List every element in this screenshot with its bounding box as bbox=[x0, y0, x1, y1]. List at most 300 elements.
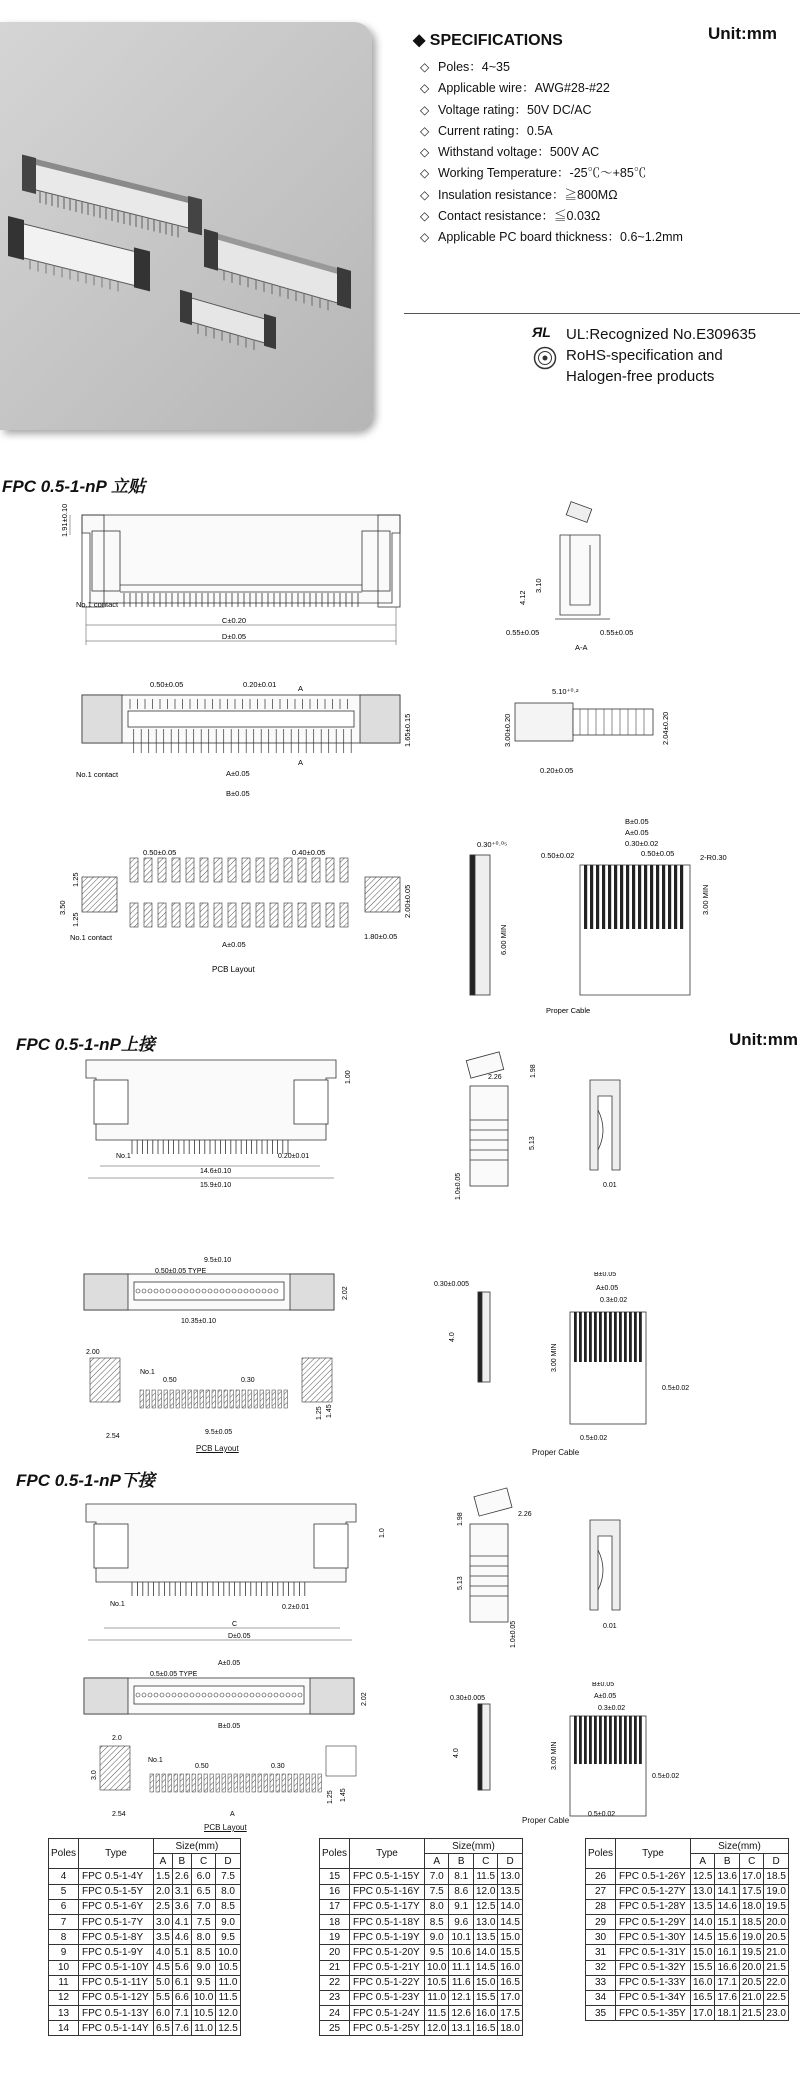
size-b-cell: 17.1 bbox=[715, 1975, 739, 1990]
poles-cell: 7 bbox=[49, 1914, 79, 1929]
poles-cell: 17 bbox=[320, 1899, 350, 1914]
cable-c050b: 0.50±0.05 bbox=[641, 849, 675, 858]
contact-dot bbox=[148, 1693, 152, 1697]
poles-cell: 26 bbox=[586, 1869, 616, 1884]
poles-cell: 9 bbox=[49, 1945, 79, 1960]
contact-dot bbox=[256, 1289, 260, 1293]
cable-c03: 0.3±0.02 bbox=[598, 1705, 626, 1712]
poles-cell: 10 bbox=[49, 1960, 79, 1975]
dim-a-top: A±0.05 bbox=[226, 769, 250, 778]
pcb-pad bbox=[252, 1774, 255, 1792]
type-cell: FPC 0.5-1-32Y bbox=[616, 1960, 691, 1975]
cable-conductor bbox=[619, 1716, 622, 1764]
size-d-cell: 21.0 bbox=[764, 1945, 788, 1960]
pcb-layout-label-3: PCB Layout bbox=[204, 1823, 247, 1832]
poles-cell: 20 bbox=[320, 1945, 350, 1960]
pcb-pad bbox=[254, 1390, 257, 1408]
cable-conductor bbox=[632, 865, 635, 929]
table-row bbox=[320, 1869, 523, 1884]
size-c-cell: 19.5 bbox=[739, 1945, 763, 1960]
size-a-cell: 16.0 bbox=[691, 1975, 715, 1990]
pcb-pad bbox=[144, 903, 152, 927]
cable-conductor bbox=[584, 1312, 587, 1362]
pcb-no1-label: No.1 contact bbox=[70, 933, 113, 942]
size-a-cell: 11.5 bbox=[425, 2006, 449, 2021]
contact-dot bbox=[178, 1289, 182, 1293]
poles-table-3 bbox=[585, 1838, 789, 2021]
poles-cell: 33 bbox=[586, 1975, 616, 1990]
pcb-pad bbox=[164, 1390, 167, 1408]
size-d-cell: 10.5 bbox=[216, 1960, 240, 1975]
contact-dot bbox=[262, 1289, 266, 1293]
size-d-cell: 16.0 bbox=[498, 1960, 522, 1975]
pcb-pad bbox=[236, 1390, 239, 1408]
size-c-cell: 21.5 bbox=[739, 2006, 763, 2021]
poles-cell: 6 bbox=[49, 1899, 79, 1914]
size-b-cell: 12.1 bbox=[449, 1990, 473, 2005]
pcb-a: A bbox=[230, 1811, 235, 1818]
contact-dot bbox=[178, 1693, 182, 1697]
type-cell: FPC 0.5-1-22Y bbox=[350, 1975, 425, 1990]
pcb-pad bbox=[284, 858, 292, 882]
pcb-pad bbox=[176, 1390, 179, 1408]
size-a-cell: 16.5 bbox=[691, 1990, 715, 2005]
contact-dot bbox=[232, 1693, 236, 1697]
spec-heading bbox=[413, 30, 563, 50]
pcb-pitch-050: 0.50±0.05 bbox=[143, 848, 177, 857]
pcb-pad bbox=[170, 1390, 173, 1408]
pcb-pad bbox=[288, 1774, 291, 1792]
contact-dot bbox=[166, 1289, 170, 1293]
contact-dot bbox=[292, 1693, 296, 1697]
size-c-cell: 11.0 bbox=[191, 2021, 215, 2036]
cable-t030: 0.30±0.005 bbox=[450, 1695, 485, 1702]
size-c-cell: 9.0 bbox=[191, 1960, 215, 1975]
contact-dot bbox=[154, 1289, 158, 1293]
header-b: B bbox=[449, 1854, 473, 1869]
type-cell: FPC 0.5-1-27Y bbox=[616, 1884, 691, 1899]
header-divider bbox=[404, 313, 800, 314]
pcb-pad bbox=[246, 1774, 249, 1792]
contact-dot bbox=[262, 1693, 266, 1697]
size-b-cell: 8.1 bbox=[449, 1869, 473, 1884]
unit-label-2: Unit:mm bbox=[729, 1030, 798, 1049]
dim-h513: 5.13 bbox=[529, 1136, 536, 1150]
table-row bbox=[49, 1884, 241, 1899]
poles-cell: 35 bbox=[586, 2006, 616, 2021]
type-cell: FPC 0.5-1-17Y bbox=[350, 1899, 425, 1914]
pcb-pad bbox=[270, 858, 278, 882]
size-c-cell: 14.0 bbox=[473, 1945, 497, 1960]
contact-dot bbox=[190, 1693, 194, 1697]
size-b-cell: 14.6 bbox=[715, 1899, 739, 1914]
pcb-pad bbox=[206, 1390, 209, 1408]
size-a-cell: 13.5 bbox=[691, 1899, 715, 1914]
pcb-pad bbox=[270, 1774, 273, 1792]
cable-b: B±0.05 bbox=[594, 1272, 617, 1278]
poles-cell: 34 bbox=[586, 1990, 616, 2005]
header-a: A bbox=[154, 1854, 173, 1869]
pcb-w254: 2.54 bbox=[112, 1811, 126, 1818]
table-row bbox=[49, 2021, 241, 2036]
table-row bbox=[320, 1884, 523, 1899]
pcb-pad bbox=[204, 1774, 207, 1792]
contact-dot bbox=[214, 1693, 218, 1697]
size-c-cell: 11.5 bbox=[473, 1869, 497, 1884]
contact-dot bbox=[256, 1693, 260, 1697]
cable-conductor bbox=[668, 865, 671, 929]
dim-h198: 1.98 bbox=[457, 1512, 464, 1526]
size-a-cell: 5.5 bbox=[154, 1990, 173, 2005]
type-cell: FPC 0.5-1-33Y bbox=[616, 1975, 691, 1990]
pcb-pad bbox=[172, 903, 180, 927]
size-d-cell: 18.5 bbox=[764, 1869, 788, 1884]
pcb-w254: 2.54 bbox=[106, 1433, 120, 1440]
drawing-vertical-smt bbox=[0, 495, 800, 1015]
cable-conductor bbox=[596, 865, 599, 929]
cable-conductor bbox=[604, 1312, 607, 1362]
size-b-cell: 6.6 bbox=[172, 1990, 191, 2005]
pcb-pad bbox=[162, 1774, 165, 1792]
pcb-h125-bottom: 1.25 bbox=[71, 912, 80, 927]
size-b-cell: 6.1 bbox=[172, 1975, 191, 1990]
cable-conductor bbox=[619, 1312, 622, 1362]
cable-t40: 4.0 bbox=[449, 1332, 456, 1342]
size-d-cell: 8.0 bbox=[216, 1884, 240, 1899]
contact-dot bbox=[154, 1693, 158, 1697]
cable-conductor bbox=[602, 865, 605, 929]
type-cell: FPC 0.5-1-5Y bbox=[79, 1884, 154, 1899]
dim-c: C±0.20 bbox=[221, 616, 247, 625]
pcb-pad bbox=[272, 1390, 275, 1408]
cable-drawing-2 bbox=[430, 1272, 800, 1452]
spec-item: ◇ Withstand voltage：500V AC bbox=[420, 142, 683, 163]
pcb-w20: 2.0 bbox=[112, 1735, 122, 1742]
cable-conductor bbox=[579, 1312, 582, 1362]
cable-conductor bbox=[644, 865, 647, 929]
contact-dot bbox=[136, 1693, 140, 1697]
size-b-cell: 8.6 bbox=[449, 1884, 473, 1899]
poles-cell: 13 bbox=[49, 2006, 79, 2021]
size-c-cell: 13.5 bbox=[473, 1930, 497, 1945]
pcb-pad bbox=[130, 903, 138, 927]
poles-cell: 11 bbox=[49, 1975, 79, 1990]
pcb-pad bbox=[218, 1390, 221, 1408]
size-b-cell: 9.1 bbox=[449, 1899, 473, 1914]
type-cell: FPC 0.5-1-31Y bbox=[616, 1945, 691, 1960]
cable-conductor bbox=[579, 1716, 582, 1764]
dim-h10: 1.0±0.05 bbox=[455, 1172, 462, 1200]
size-c-cell: 15.0 bbox=[473, 1975, 497, 1990]
cable-conductor bbox=[639, 1312, 642, 1362]
dim-h100: 1.00 bbox=[345, 1070, 352, 1084]
size-c-cell: 6.0 bbox=[191, 1869, 215, 1884]
pcb-pad bbox=[144, 858, 152, 882]
size-a-cell: 11.0 bbox=[425, 1990, 449, 2005]
table-row bbox=[586, 1884, 789, 1899]
type-cell: FPC 0.5-1-15Y bbox=[350, 1869, 425, 1884]
poles-cell: 8 bbox=[49, 1930, 79, 1945]
type-cell: FPC 0.5-1-10Y bbox=[79, 1960, 154, 1975]
type-cell: FPC 0.5-1-7Y bbox=[79, 1914, 154, 1929]
table-row bbox=[586, 1990, 789, 2005]
size-a-cell: 13.0 bbox=[691, 1884, 715, 1899]
contact-dot bbox=[220, 1693, 224, 1697]
size-b-cell: 13.6 bbox=[715, 1869, 739, 1884]
table-row bbox=[49, 1899, 241, 1914]
header-b: B bbox=[715, 1854, 739, 1869]
cable-conductor bbox=[650, 865, 653, 929]
diamond-outline-icon: ◇ bbox=[420, 166, 430, 181]
table-row bbox=[586, 1945, 789, 1960]
dim-t001: 0.01 bbox=[603, 1182, 617, 1189]
cable-c300: 3.00 MIN bbox=[551, 1741, 558, 1770]
cable-c030: 0.30±0.02 bbox=[625, 839, 659, 848]
cable-conductor bbox=[589, 1716, 592, 1764]
size-d-cell: 13.5 bbox=[498, 1884, 522, 1899]
pcb-pad bbox=[194, 1390, 197, 1408]
cable-r030: 2-R0.30 bbox=[700, 853, 727, 862]
size-b-cell: 7.6 bbox=[172, 2021, 191, 2036]
pcb-pad bbox=[212, 1390, 215, 1408]
pcb-pad bbox=[186, 858, 194, 882]
size-d-cell: 22.5 bbox=[764, 1990, 788, 2005]
proper-cable-label-3: Proper Cable bbox=[522, 1816, 570, 1825]
size-d-cell: 20.5 bbox=[764, 1930, 788, 1945]
poles-cell: 22 bbox=[320, 1975, 350, 1990]
pcb-pad bbox=[234, 1774, 237, 1792]
dim-h10: 1.0 bbox=[379, 1528, 386, 1538]
connector-photo-illustration bbox=[0, 22, 372, 430]
size-c-cell: 18.5 bbox=[739, 1914, 763, 1929]
header-d: D bbox=[498, 1854, 522, 1869]
size-b-cell: 12.6 bbox=[449, 2006, 473, 2021]
size-b-cell: 3.6 bbox=[172, 1899, 191, 1914]
spec-item: ◇ Current rating：0.5A bbox=[420, 121, 683, 142]
section-title-bottom-contact: FPC 0.5-1-nP下接 bbox=[16, 1471, 155, 1490]
size-d-cell: 8.5 bbox=[216, 1899, 240, 1914]
table-row bbox=[586, 2006, 789, 2021]
contact-dot bbox=[142, 1693, 146, 1697]
cable-a: A±0.05 bbox=[625, 828, 649, 837]
cable-drawing-3 bbox=[430, 1682, 800, 1822]
dim-h412: 4.12 bbox=[518, 590, 527, 605]
size-d-cell: 17.0 bbox=[498, 1990, 522, 2005]
contact-dot bbox=[274, 1289, 278, 1293]
poles-cell: 14 bbox=[49, 2021, 79, 2036]
pcb-pad bbox=[266, 1390, 269, 1408]
size-b-cell: 18.1 bbox=[715, 2006, 739, 2021]
cable-conductor bbox=[599, 1312, 602, 1362]
cable-c300: 3.00 MIN bbox=[701, 884, 710, 915]
size-b-cell: 5.1 bbox=[172, 1945, 191, 1960]
pcb-layout-label: PCB Layout bbox=[212, 965, 255, 974]
poles-cell: 29 bbox=[586, 1914, 616, 1929]
size-d-cell: 12.0 bbox=[216, 2006, 240, 2021]
header-poles: Poles bbox=[320, 1839, 350, 1869]
diamond-outline-icon: ◇ bbox=[420, 187, 430, 202]
pcb-pad bbox=[230, 1390, 233, 1408]
spec-item: ◇ Applicable PC board thickness：0.6~1.2mm bbox=[420, 227, 683, 248]
contact-dot bbox=[166, 1693, 170, 1697]
pcb-pad bbox=[294, 1774, 297, 1792]
pcb-pad bbox=[180, 1774, 183, 1792]
pcb-no1: No.1 bbox=[140, 1369, 155, 1376]
pcb-h145: 1.45 bbox=[340, 1788, 347, 1802]
pcb-pad bbox=[256, 903, 264, 927]
pcb-no1: No.1 bbox=[148, 1757, 163, 1764]
pcb-pad bbox=[248, 1390, 251, 1408]
pcb-pad bbox=[306, 1774, 309, 1792]
pcb-pad bbox=[228, 1774, 231, 1792]
size-b-cell: 11.1 bbox=[449, 1960, 473, 1975]
size-a-cell: 5.0 bbox=[154, 1975, 173, 1990]
header-c: C bbox=[473, 1854, 497, 1869]
section-aa-label: A-A bbox=[575, 643, 588, 652]
contact-dot bbox=[238, 1693, 242, 1697]
pcb-pad bbox=[340, 858, 348, 882]
size-a-cell: 14.5 bbox=[691, 1930, 715, 1945]
size-c-cell: 7.0 bbox=[191, 1899, 215, 1914]
table-row bbox=[586, 1960, 789, 1975]
pcb-pad bbox=[326, 903, 334, 927]
cable-conductor bbox=[609, 1716, 612, 1764]
cable-c05b: 0.5±0.02 bbox=[580, 1435, 608, 1442]
cable-b: B±0.05 bbox=[625, 817, 649, 826]
cable-conductor bbox=[674, 865, 677, 929]
table-row bbox=[586, 1869, 789, 1884]
dim-w1035: 10.35±0.10 bbox=[181, 1318, 216, 1325]
size-b-cell: 11.6 bbox=[449, 1975, 473, 1990]
size-d-cell: 9.0 bbox=[216, 1914, 240, 1929]
size-d-cell: 19.0 bbox=[764, 1884, 788, 1899]
type-cell: FPC 0.5-1-4Y bbox=[79, 1869, 154, 1884]
spec-item: ◇ Poles：4~35 bbox=[420, 57, 683, 78]
pcb-pad bbox=[210, 1774, 213, 1792]
spec-item: ◇ Working Temperature：-25℃～+85℃ bbox=[420, 163, 683, 184]
certification-block bbox=[566, 324, 756, 387]
contact-dot bbox=[274, 1693, 278, 1697]
size-a-cell: 3.5 bbox=[154, 1930, 173, 1945]
table-row bbox=[49, 1869, 241, 1884]
contact-dot bbox=[220, 1289, 224, 1293]
poles-cell: 18 bbox=[320, 1914, 350, 1929]
size-a-cell: 12.0 bbox=[425, 2021, 449, 2036]
size-a-cell: 6.0 bbox=[154, 2006, 173, 2021]
size-b-cell: 4.1 bbox=[172, 1914, 191, 1929]
diamond-outline-icon: ◇ bbox=[420, 123, 430, 138]
cable-conductor bbox=[594, 1716, 597, 1764]
dim-h300: 3.00±0.20 bbox=[503, 713, 512, 747]
size-d-cell: 21.5 bbox=[764, 1960, 788, 1975]
size-b-cell: 15.6 bbox=[715, 1930, 739, 1945]
size-a-cell: 9.5 bbox=[425, 1945, 449, 1960]
poles-cell: 23 bbox=[320, 1990, 350, 2005]
contact-dot bbox=[190, 1289, 194, 1293]
table-row bbox=[49, 1914, 241, 1929]
pcb-pad bbox=[216, 1774, 219, 1792]
cable-c050a: 0.50±0.02 bbox=[541, 851, 575, 860]
size-a-cell: 4.5 bbox=[154, 1960, 173, 1975]
table-row bbox=[49, 1945, 241, 1960]
pcb-pad bbox=[312, 1774, 315, 1792]
pcb-pad bbox=[186, 1774, 189, 1792]
table-row bbox=[320, 2021, 523, 2036]
size-c-cell: 8.0 bbox=[191, 1930, 215, 1945]
pcb-pad bbox=[214, 858, 222, 882]
pcb-pad bbox=[224, 1390, 227, 1408]
rohs-text-1: RoHS-specification and bbox=[566, 347, 723, 364]
cable-conductor bbox=[609, 1312, 612, 1362]
pcb-pad bbox=[140, 1390, 143, 1408]
size-a-cell: 10.0 bbox=[425, 1960, 449, 1975]
cable-conductor bbox=[662, 865, 665, 929]
diamond-outline-icon: ◇ bbox=[420, 145, 430, 160]
size-c-cell: 6.5 bbox=[191, 1884, 215, 1899]
pcb-pad bbox=[200, 1390, 203, 1408]
size-c-cell: 21.0 bbox=[739, 1990, 763, 2005]
no1-label: No.1 bbox=[110, 1601, 125, 1608]
size-b-cell: 10.6 bbox=[449, 1945, 473, 1960]
dim-h165: 1.65±0.15 bbox=[403, 713, 412, 747]
size-d-cell: 19.5 bbox=[764, 1899, 788, 1914]
contact-dot bbox=[208, 1289, 212, 1293]
contact-dot bbox=[196, 1693, 200, 1697]
pcb-h125: 1.25 bbox=[316, 1406, 323, 1420]
type-cell: FPC 0.5-1-16Y bbox=[350, 1884, 425, 1899]
contact-dot bbox=[280, 1693, 284, 1697]
size-c-cell: 12.0 bbox=[473, 1884, 497, 1899]
pcb-h125-top: 1.25 bbox=[71, 872, 80, 887]
cable-conductor bbox=[608, 865, 611, 929]
size-a-cell: 17.0 bbox=[691, 2006, 715, 2021]
spec-list bbox=[420, 57, 683, 249]
dim-w055-right: 0.55±0.05 bbox=[600, 628, 634, 637]
header-c: C bbox=[191, 1854, 215, 1869]
size-d-cell: 15.5 bbox=[498, 1945, 522, 1960]
rohs-seal-icon bbox=[533, 346, 557, 375]
size-a-cell: 15.0 bbox=[691, 1945, 715, 1960]
dim-w146: 14.6±0.10 bbox=[200, 1168, 232, 1175]
filled-diamond-icon: ◆ bbox=[413, 32, 426, 49]
cable-c03: 0.3±0.02 bbox=[600, 1297, 628, 1304]
header-size: Size(mm) bbox=[154, 1839, 241, 1854]
pcb-pad bbox=[174, 1774, 177, 1792]
header-b: B bbox=[172, 1854, 191, 1869]
pcb-pad bbox=[242, 1390, 245, 1408]
dim-h202: 2.02 bbox=[342, 1286, 349, 1300]
size-a-cell: 14.0 bbox=[691, 1914, 715, 1929]
proper-cable-label: Proper Cable bbox=[546, 1006, 591, 1015]
cable-conductor bbox=[589, 1312, 592, 1362]
poles-cell: 31 bbox=[586, 1945, 616, 1960]
pcb-pad bbox=[312, 903, 320, 927]
contact-dot bbox=[172, 1693, 176, 1697]
header-a: A bbox=[691, 1854, 715, 1869]
pcb-pitch-040: 0.40±0.05 bbox=[292, 848, 326, 857]
size-d-cell: 10.0 bbox=[216, 1945, 240, 1960]
dim-w95: 9.5±0.10 bbox=[204, 1257, 232, 1264]
cable-conductor bbox=[626, 865, 629, 929]
size-c-cell: 15.5 bbox=[473, 1990, 497, 2005]
contact-dot bbox=[142, 1289, 146, 1293]
table-row bbox=[49, 2006, 241, 2021]
dim-h226: 2.26 bbox=[488, 1074, 502, 1081]
dim-b-top: B±0.05 bbox=[226, 789, 250, 798]
cable-a: A±0.05 bbox=[596, 1285, 619, 1292]
pcb-pad bbox=[152, 1390, 155, 1408]
size-c-cell: 9.5 bbox=[191, 1975, 215, 1990]
